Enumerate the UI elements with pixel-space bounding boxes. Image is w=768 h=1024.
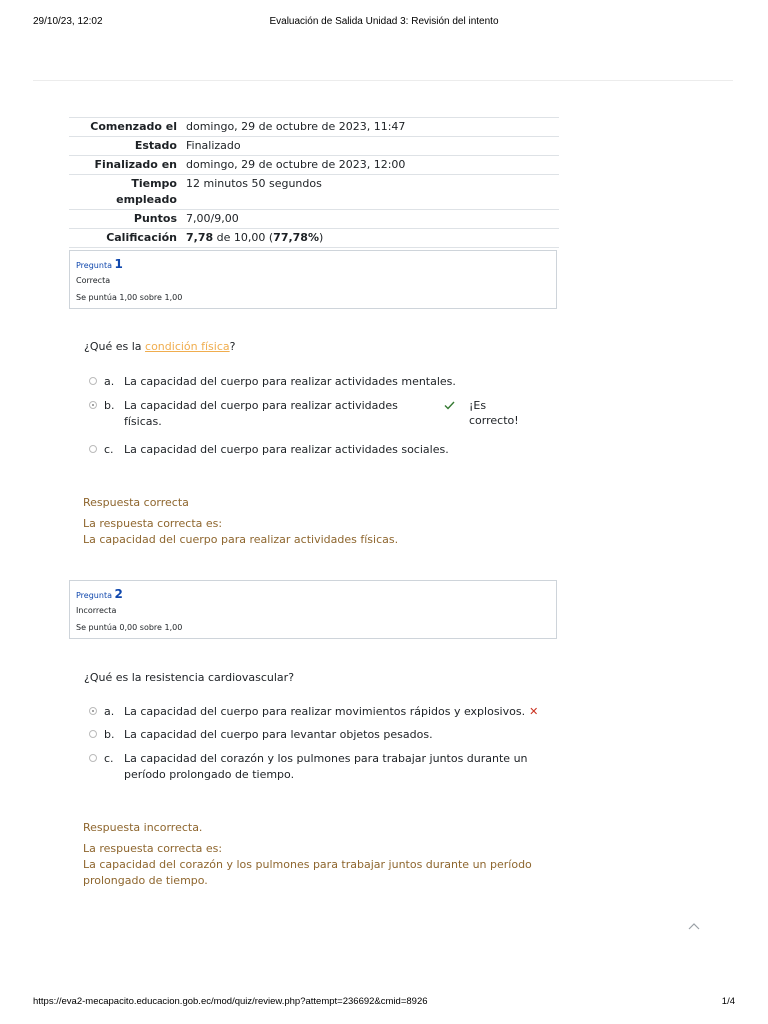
right-answer-label: La respuesta correcta es:	[83, 517, 223, 530]
radio-button[interactable]	[89, 445, 97, 453]
option-text-line: La capacidad del cuerpo para realizar actividades	[124, 399, 398, 412]
question-number-value: 2	[114, 587, 123, 601]
question-state: Correcta	[76, 276, 111, 285]
radio-button[interactable]	[89, 730, 97, 738]
question-grade: Se puntúa 0,00 sobre 1,00	[76, 623, 183, 632]
summary-label: Comenzado el	[90, 120, 177, 133]
summary-row-time	[69, 175, 559, 210]
option-letter: c.	[104, 752, 114, 765]
summary-value: domingo, 29 de octubre de 2023, 12:00	[186, 158, 406, 171]
question-state: Incorrecta	[76, 606, 117, 615]
right-answer-line: prolongado de tiempo.	[83, 874, 208, 887]
radio-button-selected[interactable]	[89, 401, 97, 409]
question-label: Pregunta	[76, 261, 112, 270]
summary-value: Finalizado	[186, 139, 241, 152]
check-icon	[444, 398, 455, 414]
grade-value: 7,78	[186, 231, 214, 244]
option-text-line: físicas.	[124, 415, 162, 428]
attempt-summary-table	[69, 117, 559, 248]
option-text	[124, 704, 538, 720]
chevron-up-icon[interactable]	[688, 915, 700, 934]
option-text-content: La capacidad del cuerpo para realizar movimientos rápidos y explosivos.	[124, 705, 526, 718]
question-info-1	[69, 250, 557, 309]
cross-icon: ✕	[529, 705, 539, 718]
print-datetime: 29/10/23, 12:02	[33, 16, 103, 27]
print-url: https://eva2-mecapacito.educacion.gob.ec/mod/quiz/review.php?attempt=236692&cmid=8926	[33, 996, 428, 1007]
option-letter: a.	[104, 705, 115, 718]
option-text: La capacidad del cuerpo para realizar actividades mentales.	[124, 375, 456, 388]
option-text-line: período prolongado de tiempo.	[124, 768, 295, 781]
summary-label	[69, 175, 182, 210]
grade-max: de 10,00 (	[213, 231, 274, 244]
option-letter: a.	[104, 375, 115, 388]
summary-label-line: Tiempo	[131, 177, 177, 190]
answer-feedback: Respuesta correcta	[83, 496, 189, 509]
summary-row-state	[69, 137, 559, 156]
feedback-line: correcto!	[469, 414, 519, 427]
summary-label: Estado	[134, 139, 177, 152]
question-text-1	[84, 340, 235, 353]
option-letter: b.	[104, 399, 115, 412]
summary-row-points	[69, 210, 559, 229]
option-text-line: La capacidad del corazón y los pulmones para trabajar juntos durante un	[124, 752, 528, 765]
summary-row-finished	[69, 156, 559, 175]
option-letter: c.	[104, 443, 114, 456]
option-text: La capacidad del cuerpo para realizar actividades sociales.	[124, 443, 449, 456]
grade-percent: 77,78%	[273, 231, 319, 244]
right-answer-label: La respuesta correcta es:	[83, 842, 223, 855]
right-answer-line: La capacidad del corazón y los pulmones para trabajar juntos durante un período	[83, 858, 532, 871]
right-answer: La capacidad del cuerpo para realizar actividades físicas.	[83, 533, 399, 546]
summary-label: Finalizado en	[94, 158, 177, 171]
question-number	[76, 586, 550, 602]
question-text-part: ¿Qué es la	[84, 340, 146, 353]
print-title: Evaluación de Salida Unidad 3: Revisión del intento	[269, 16, 499, 27]
summary-value: domingo, 29 de octubre de 2023, 11:47	[186, 120, 406, 133]
option-letter: b.	[104, 728, 115, 741]
print-page-number: 1/4	[721, 996, 735, 1007]
summary-row-started	[69, 118, 559, 137]
option-text	[124, 751, 528, 783]
question-text-part: ?	[229, 340, 236, 353]
answer-feedback: Respuesta incorrecta.	[83, 821, 203, 834]
option-text	[124, 398, 398, 430]
divider	[33, 80, 733, 81]
question-number	[76, 256, 550, 272]
option-text: La capacidad del cuerpo para levantar objetos pesados.	[124, 728, 433, 741]
summary-row-grade	[69, 229, 559, 248]
summary-value	[182, 229, 559, 248]
feedback-line: ¡Es	[469, 399, 487, 412]
grade-close: )	[319, 231, 324, 244]
question-text-2: ¿Qué es la resistencia cardiovascular?	[84, 671, 295, 684]
question-label: Pregunta	[76, 591, 112, 600]
radio-button-selected[interactable]	[89, 707, 97, 715]
summary-label-line: empleado	[116, 193, 177, 206]
radio-button[interactable]	[89, 754, 97, 762]
question-info-2	[69, 580, 557, 639]
question-number-value: 1	[114, 257, 123, 271]
glossary-link[interactable]: condición física	[145, 340, 230, 353]
option-feedback	[469, 398, 529, 428]
radio-button[interactable]	[89, 377, 97, 385]
summary-value: 7,00/9,00	[186, 212, 239, 225]
summary-label: Puntos	[133, 212, 177, 225]
question-grade: Se puntúa 1,00 sobre 1,00	[76, 293, 183, 302]
summary-label: Calificación	[106, 231, 177, 244]
summary-value: 12 minutos 50 segundos	[186, 177, 322, 190]
right-answer	[83, 857, 553, 889]
